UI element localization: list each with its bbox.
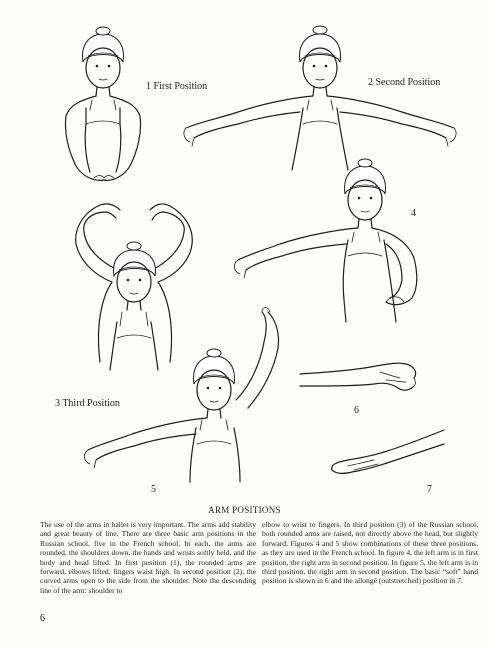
figure-3-label: 3 Third Position bbox=[55, 398, 120, 409]
body-text-right-column: elbow to wrist to fingers. In third position (3) of the Russian school, both rounded arms are raised, not directly above the head, but slightly forward. Figures 4 and 5 show combinations of these three positions, as they are used in the French school. In figure 4, the left arm is in first position, the right arm in second position. In figure 5, the left arm is in third position, the right arm in second position. The basic “soft” hand position is shown in 6 and the allongé (outstretched) position in 7. bbox=[262, 520, 478, 586]
page-number: 6 bbox=[40, 613, 45, 624]
figure-4 bbox=[234, 159, 416, 322]
figure-5-label: 5 bbox=[151, 484, 156, 495]
figure-5 bbox=[84, 308, 278, 483]
figure-7-allonge-hand bbox=[332, 430, 444, 473]
figure-2-label: 2 Second Position bbox=[368, 77, 441, 88]
figure-4-label: 4 bbox=[411, 208, 416, 219]
figure-3-third-position bbox=[76, 204, 193, 370]
figure-6-label: 6 bbox=[354, 405, 359, 416]
figure-6-soft-hand bbox=[300, 363, 416, 390]
section-title: ARM POSITIONS bbox=[208, 505, 281, 515]
body-text-left-column: The use of the arms in ballet is very important. The arms add stability and great beauty of line. There are three basic arm positions in the Russian school, five in the French school. In each, the arms are rounded, the shoulders down, the hands and wrists softly held, and the body and head lifted. In first position (1), the rounded arms are forward, elbows lifted, fingers waist high. In second position (2), the curved arms open to the side from the shoulder. Note the descending line of the arm: shoulder to bbox=[40, 520, 256, 595]
figure-1-first-position bbox=[65, 27, 140, 180]
figure-1-label: 1 First Position bbox=[146, 81, 208, 92]
figure-7-label: 7 bbox=[427, 484, 432, 495]
figure-2-second-position bbox=[184, 26, 456, 170]
